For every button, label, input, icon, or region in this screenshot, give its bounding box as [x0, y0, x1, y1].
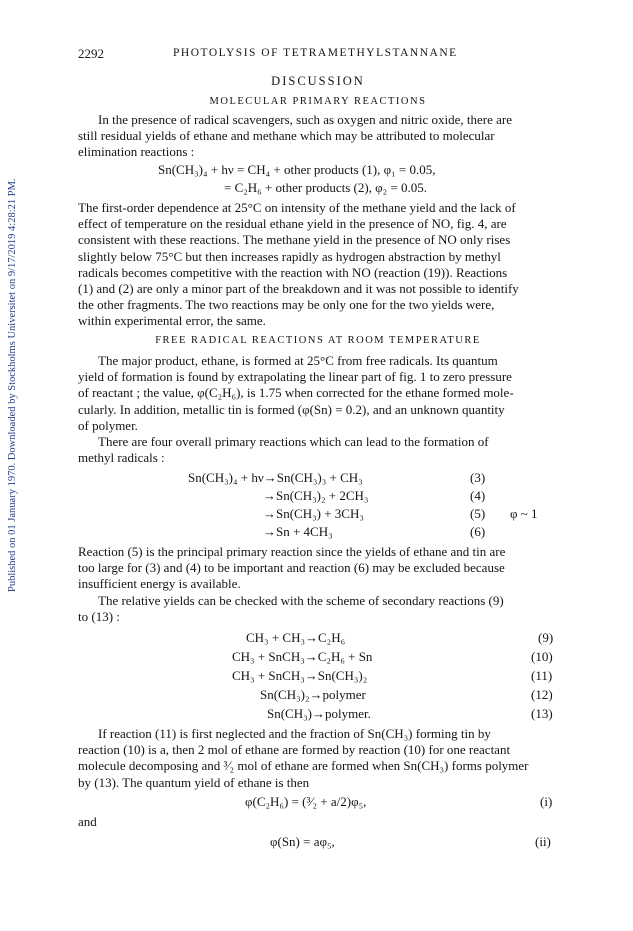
- text-line: reaction (10) is a, then 2 mol of ethane are formed by reaction (10) for one reactant: [78, 742, 511, 758]
- primary-reaction-4: →Sn(CH₃)₂ + 2CH₃: [263, 488, 369, 503]
- paragraph-1: [78, 112, 558, 161]
- equation-molecular-1: Sn(CH₃)₄ + hν = CH₄ + other products (1), φ₁ = 0.05,: [158, 162, 436, 177]
- text-line: molecule decomposing and ³⁄₂ mol of ethane are formed when Sn(CH₃) forms polymer: [78, 758, 529, 774]
- primary-reaction-5: →Sn(CH₃) + 3CH₃: [263, 506, 364, 521]
- text-line: radicals becomes competitive with the reaction with NO (reaction (19)). Reactions: [78, 264, 508, 280]
- quantum-yield-note: φ ~ 1: [510, 506, 538, 521]
- equation-number: (3): [470, 470, 486, 485]
- paragraph-3: [78, 353, 558, 434]
- equation-number: (11): [531, 668, 553, 683]
- equation-number: (6): [470, 524, 486, 539]
- text-line: If reaction (11) is first neglected and the fraction of Sn(CH₃) forming tin by: [98, 726, 491, 741]
- secondary-reaction-12: Sn(CH₃)₂→polymer: [260, 687, 366, 702]
- yield-equation-i: φ(C₂H₆) = (³⁄₂ + a/2)φ₅,: [245, 794, 367, 809]
- text-line: (1) and (2) are only a minor part of the breakdown and it was not possible to identify: [78, 280, 519, 296]
- running-title: PHOTOLYSIS OF TETRAMETHYLSTANNANE: [173, 47, 458, 59]
- primary-reaction-6: →Sn + 4CH₃: [263, 524, 333, 539]
- equation-number: (13): [531, 706, 553, 721]
- text-line: to (13) :: [78, 609, 120, 625]
- text-line: The first-order dependence at 25°C on intensity of the methane yield and the lack of: [78, 200, 516, 215]
- section-heading-discussion: DISCUSSION: [271, 74, 365, 88]
- text-line: by (13). The quantum yield of ethane is then: [78, 774, 310, 790]
- yield-equation-ii: φ(Sn) = aφ₅,: [270, 834, 335, 849]
- text-line: within experimental error, the same.: [78, 313, 266, 329]
- text-line: too large for (3) and (4) to be important and reaction (6) may be excluded because: [78, 560, 505, 576]
- text-line: effect of temperature on the residual ethane yield in the presence of NO, fig. 4, are: [78, 216, 507, 232]
- text-line: of polymer.: [78, 417, 138, 433]
- equation-number: (5): [470, 506, 486, 521]
- equation-number: (i): [540, 794, 553, 809]
- secondary-reaction-10: CH₃ + SnCH₃→C₂H₆ + Sn: [232, 649, 373, 664]
- connective-and: and: [78, 814, 97, 829]
- text-line: of reactant ; the value, φ(C₂H₆), is 1.75 when corrected for the ethane formed mole-: [78, 385, 514, 401]
- equation-number: (12): [531, 687, 553, 702]
- text-line: cularly. In addition, metallic tin is formed (φ(Sn) = 0.2), and an unknown quantity: [78, 401, 505, 417]
- equation-number: (9): [538, 630, 554, 645]
- subheading-molecular: MOLECULAR PRIMARY REACTIONS: [209, 96, 427, 107]
- text-line: slightly below 75°C but then increases rapidly as hydrogen abstraction by methyl: [78, 248, 501, 264]
- equation-number: (ii): [535, 834, 551, 849]
- text-line: still residual yields of ethane and methane which may be attributed to molecular: [78, 128, 495, 144]
- text-line: insufficient energy is available.: [78, 576, 241, 592]
- text-line: There are four overall primary reactions which can lead to the formation of: [98, 434, 489, 449]
- secondary-reaction-9: CH₃ + CH₃→C₂H₆: [246, 630, 346, 645]
- text-line: yield of formation is found by extrapolating the linear part of fig. 1 to zero pressure: [78, 369, 512, 385]
- page-number: 2292: [78, 46, 104, 61]
- equation-molecular-2: = C₂H₆ + other products (2), φ₂ = 0.05.: [224, 180, 428, 195]
- subheading-free-radical: FREE RADICAL REACTIONS AT ROOM TEMPERATURE: [155, 335, 481, 346]
- download-stamp: Published on 01 January 1970. Downloaded by Stockholms Universitet on 9/17/2019 4:28:21 PM.: [7, 178, 18, 592]
- text-line: elimination reactions :: [78, 144, 195, 160]
- text-line: The major product, ethane, is formed at 25°C from free radicals. Its quantum: [98, 353, 498, 368]
- paragraph-2: [78, 200, 558, 330]
- secondary-reaction-11: CH₃ + SnCH₃→Sn(CH₃)₂: [232, 668, 368, 683]
- text-line: methyl radicals :: [78, 450, 165, 466]
- paragraph-4: [78, 434, 558, 466]
- text-line: In the presence of radical scavengers, such as oxygen and nitric oxide, there are: [98, 112, 513, 127]
- text-line: the other fragments. The two reactions may be only one for the two yields were,: [78, 297, 495, 313]
- text-line: The relative yields can be checked with the scheme of secondary reactions (9): [98, 593, 504, 608]
- text-line: Reaction (5) is the principal primary reaction since the yields of ethane and tin are: [78, 544, 506, 559]
- secondary-reaction-13: Sn(CH₃)→polymer.: [267, 706, 371, 721]
- primary-reaction-3: Sn(CH₃)₄ + hν→Sn(CH₃)₃ + CH₃: [188, 470, 363, 485]
- paragraph-5: [78, 544, 558, 593]
- equation-number: (10): [531, 649, 553, 664]
- paragraph-6: [78, 593, 558, 625]
- page-header: [78, 46, 558, 62]
- paragraph-7: [78, 726, 558, 791]
- text-line: consistent with these reactions. The methane yield in the presence of NO only rises: [78, 232, 511, 248]
- equation-number: (4): [470, 488, 486, 503]
